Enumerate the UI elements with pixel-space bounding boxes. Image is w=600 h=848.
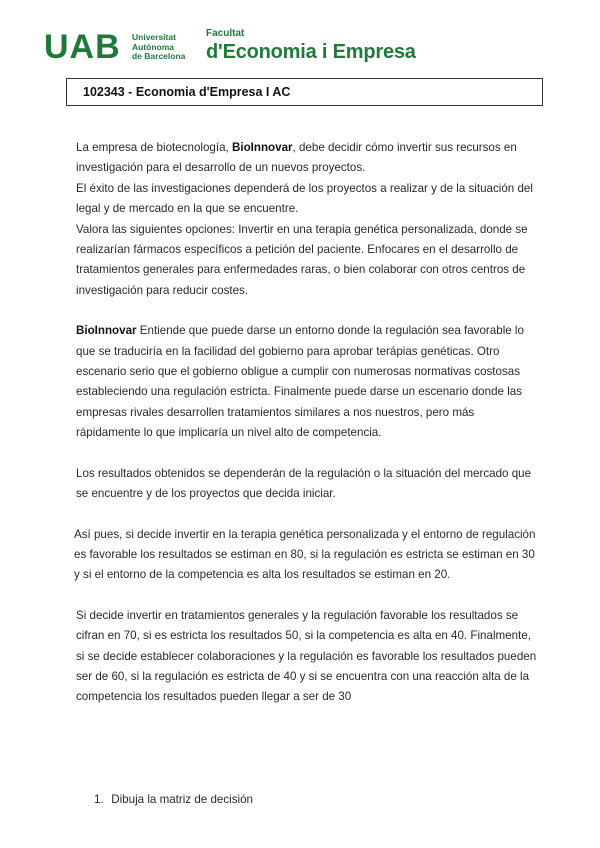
document-body <box>76 138 540 708</box>
paragraph-gene-therapy: Así pues, si decide invertir en la terapia genética personalizada y el entorno de regulación es favorable los resultados se estiman en 80, si la regulación es estricta se estiman en 30 y si el entorno de la competencia es alta los resultados se estiman en 20. <box>74 527 536 582</box>
intro-text-a: La empresa de biotecnología, <box>76 141 232 154</box>
question-list <box>94 790 534 810</box>
paragraph-options: Valora las siguientes opciones: Invertir en una terapia genética personalizada, donde se realizarían fármacos específicos a petición del paciente. Enfocares en el desarrollo de tratamientos generales para enfermedades raras, o bien colaborar con otros centros de investigación para reducir costes. <box>76 222 528 297</box>
company-name: BioInnovar <box>231 141 293 154</box>
faculty-label: Facultat <box>206 28 245 39</box>
faculty-name: d'Economia i Empresa <box>206 41 416 63</box>
uab-name-line3: de Barcelona <box>132 51 186 61</box>
uab-university-name <box>132 33 185 62</box>
paragraph-success: El éxito de las investigaciones dependerá de los proyectos a realizar y de la situación del legal y de mercado en la que se encuentre. <box>76 181 533 216</box>
paragraph-scenarios <box>76 321 540 443</box>
uab-logo: UAB <box>44 28 121 66</box>
company-name-2: BioInnovar <box>76 324 137 338</box>
page-header <box>44 26 564 70</box>
question-text: Dibuja la matriz de decisión <box>111 793 254 806</box>
intro-text-b: , debe decidir cómo invertir sus recursos en investigación para el desarrollo de un nuevos proyectos. <box>76 141 517 175</box>
question-number: 1. <box>94 793 104 806</box>
faculty-logo <box>206 28 416 64</box>
uab-name-line1: Universitat <box>132 32 176 42</box>
list-item <box>94 790 534 810</box>
paragraph-general-treatments: Si decide invertir en tratamientos generales y la regulación favorable los resultados se cifran en 70, si es estricta los resultados 50, si la competencia es alta en 40. Finalmente, si se decide establecer colaboraciones y la regulación es favorable los resultados pueden ser de 60, si la regulación es estricta de 40 y si se encuentra con una reacción alta de la competencia los resultados pueden llegar a ser de 30 <box>76 608 537 704</box>
course-title-box: 102343 - Economia d'Empresa I AC <box>66 78 543 106</box>
uab-name-line2: Autònoma <box>132 41 175 52</box>
paragraph-intro <box>76 138 540 179</box>
paragraph-results: Los resultados obtenidos se dependerán de la regulación o la situación del mercado que se encuentre y de los proyectos que decida iniciar. <box>76 466 532 501</box>
scenarios-text: Entiende que puede darse un entorno donde la regulación sea favorable lo que se traduciría en la facilidad del gobierno para aprobar terápias genéticas. Otro escenario serio que el gobierno obligue a cumplir con numerosas normativas costosas estableciendo una regulación estricta. Finalmente puede darse un escenario donde las empresas rivales desarrollen tratamientos similares a nos nuestros, pero más rápidamente lo que implicaría un nivel alto de competencia. <box>76 324 524 440</box>
